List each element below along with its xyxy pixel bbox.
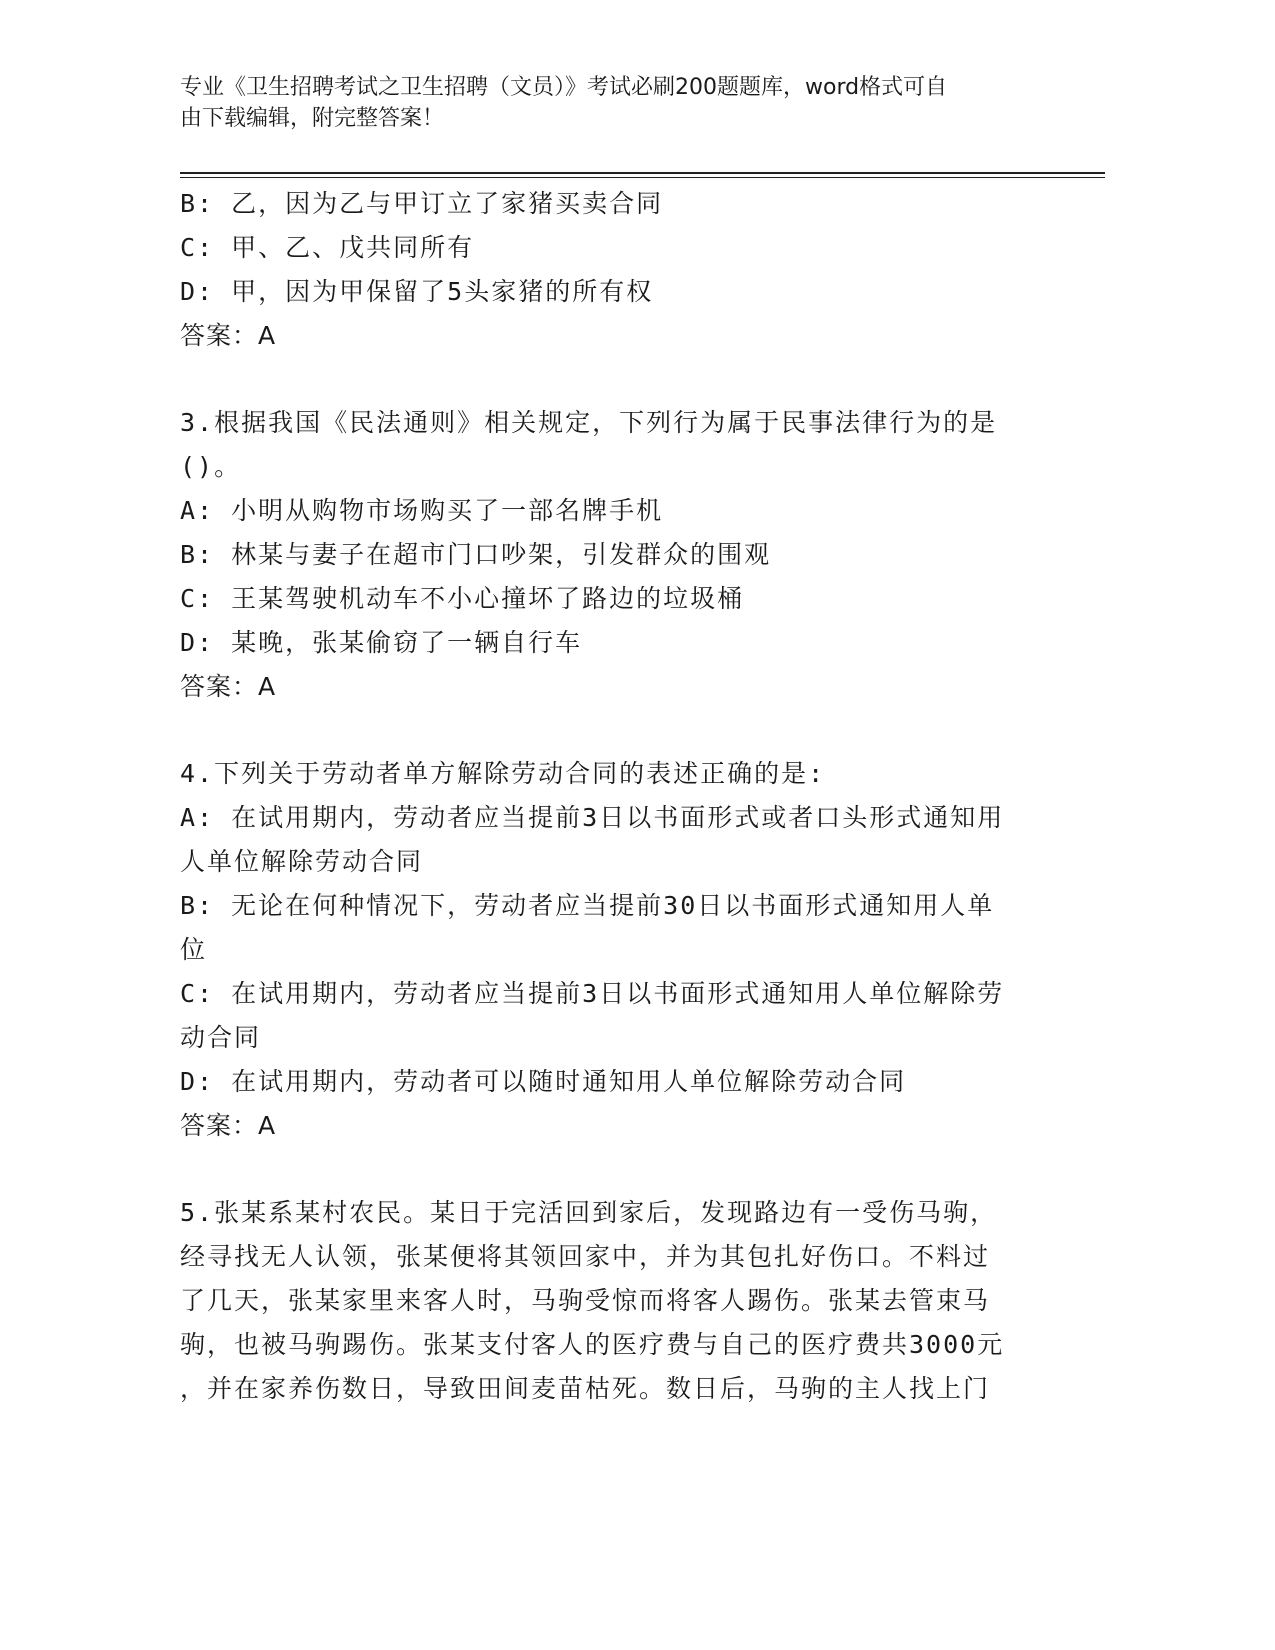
question-2-tail xyxy=(180,182,1050,358)
question-4 xyxy=(180,752,1050,1148)
question-stem-line: 驹，也被马驹踢伤。张某支付客人的医疗费与自己的医疗费共3000元 xyxy=(180,1330,1005,1359)
question-stem-line: 4.下列关于劳动者单方解除劳动合同的表述正确的是: xyxy=(180,759,826,788)
option-d: D: 甲，因为甲保留了5头家猪的所有权 xyxy=(180,277,654,306)
option-c: C: 在试用期内，劳动者应当提前3日以书面形式通知用人单位解除劳 xyxy=(180,979,1005,1008)
document-body xyxy=(180,182,1050,1411)
question-stem-line: 了几天，张某家里来客人时，马驹受惊而将客人踢伤。张某去管束马 xyxy=(180,1286,991,1315)
answer-line: 答案：A xyxy=(180,1111,277,1140)
question-stem-line: ，并在家养伤数日，导致田间麦苗枯死。数日后，马驹的主人找上门 xyxy=(180,1374,991,1403)
header-rule-thin xyxy=(180,177,1105,178)
header-line-2: 由下载编辑，附完整答案！ xyxy=(180,106,445,131)
option-b-continued: 位 xyxy=(180,935,208,964)
question-3 xyxy=(180,401,1050,709)
option-b: B: 林某与妻子在超市门口吵架，引发群众的围观 xyxy=(180,540,772,569)
question-gap xyxy=(180,709,1050,752)
option-c: C: 王某驾驶机动车不小心撞坏了路边的垃圾桶 xyxy=(180,584,745,613)
question-stem-line: ()。 xyxy=(180,452,242,481)
option-c: C: 甲、乙、戊共同所有 xyxy=(180,233,475,262)
option-d: D: 在试用期内，劳动者可以随时通知用人单位解除劳动合同 xyxy=(180,1067,907,1096)
header-line-1: 专业《卫生招聘考试之卫生招聘（文员）》考试必刷200题题库，word格式可自 xyxy=(180,75,948,100)
document-header xyxy=(180,72,1040,134)
option-a: A: 在试用期内，劳动者应当提前3日以书面形式或者口头形式通知用 xyxy=(180,803,1005,832)
question-5 xyxy=(180,1191,1050,1411)
question-stem-line: 经寻找无人认领，张某便将其领回家中，并为其包扎好伤口。不料过 xyxy=(180,1242,991,1271)
answer-line: 答案：A xyxy=(180,321,277,350)
question-gap xyxy=(180,358,1050,401)
header-rule-thick xyxy=(180,172,1105,174)
option-a-continued: 人单位解除劳动合同 xyxy=(180,847,424,876)
option-b: B: 无论在何种情况下，劳动者应当提前30日以书面形式通知用人单 xyxy=(180,891,995,920)
question-stem-line: 5.张某系某村农民。某日于完活回到家后，发现路边有一受伤马驹， xyxy=(180,1198,998,1227)
option-b: B: 乙，因为乙与甲订立了家猪买卖合同 xyxy=(180,189,664,218)
question-stem-line: 3.根据我国《民法通则》相关规定，下列行为属于民事法律行为的是 xyxy=(180,408,998,437)
option-a: A: 小明从购物市场购买了一部名牌手机 xyxy=(180,496,664,525)
question-gap xyxy=(180,1148,1050,1191)
answer-line: 答案：A xyxy=(180,672,277,701)
option-d: D: 某晚，张某偷窃了一辆自行车 xyxy=(180,628,583,657)
option-c-continued: 动合同 xyxy=(180,1023,262,1052)
